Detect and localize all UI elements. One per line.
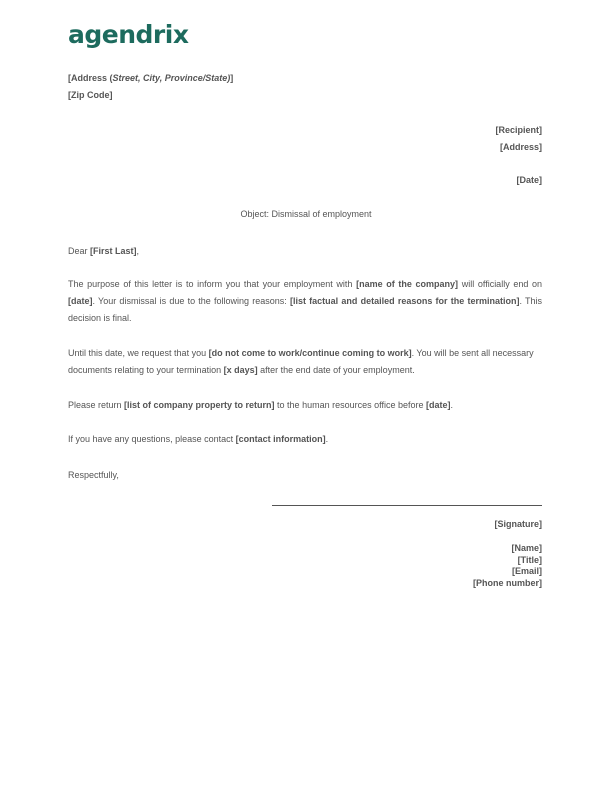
sender-address-block [68,70,233,104]
para4-text-2: . [325,434,329,444]
para1-text-3: . Your dismissal is due to the following reasons: [92,296,290,306]
para2-text-2: . You will be sent all necessary documents relating to your termination [68,348,534,375]
signer-title: [Title] [517,554,542,565]
greeting [68,243,542,260]
signer-phone: [Phone number] [473,577,542,588]
recipient-address: [Address] [499,142,542,152]
signer-email: [Email] [511,566,542,576]
para3-property-list: [list of company property to return] [124,400,275,410]
sender-address-close: ] [230,73,234,83]
letter-object: Object: Dismissal of employment [240,209,372,219]
paragraph-termination-notice [68,276,542,327]
para4-contact-info: [contact information] [235,434,326,444]
para2-text-1: Until this date, we request that you [68,348,209,358]
signer-contact-block [473,543,542,589]
para1-reasons: [list factual and detailed reasons for the termination] [289,296,520,306]
para3-text-1: Please return [68,400,125,410]
para3-text-3: . [450,400,453,410]
signature-placeholder: [Signature] [494,519,542,529]
para1-text-4: . This decision is final. [68,296,542,323]
sender-zip-code: [Zip Code] [68,90,113,100]
para3-date: [date] [425,400,451,410]
sender-address [68,70,233,87]
paragraph-instructions [68,345,542,379]
para1-end-date: [date] [68,296,93,306]
para1-text-2: will officially end on [458,279,543,289]
agendrix-logo: agendrix [68,20,189,49]
recipient-name: [Recipient] [495,125,542,135]
para1-company-name: [name of the company] [356,279,459,289]
paragraph-property-return [68,397,542,414]
para1-text-1: The purpose of this letter is to inform you that your employment with [68,279,357,289]
signature-line [272,505,542,506]
signer-name: [Name] [511,543,542,553]
letter-date: [Date] [516,175,542,185]
para2-work-instruction: [do not come to work/continue coming to work] [208,348,412,358]
para2-text-3: after the end date of your employment. [257,365,415,375]
sender-address-italic: Street, City, Province/State) [112,73,231,83]
greeting-suffix: , [136,246,140,256]
para2-days: [x days] [223,365,258,375]
para3-text-2: to the human resources office before [274,400,426,410]
sender-address-open: [Address ( [68,73,113,83]
para4-text-1: If you have any questions, please contact [68,434,236,444]
closing: Respectfully, [68,470,119,480]
greeting-prefix: Dear [68,246,91,256]
greeting-name: [First Last] [90,246,137,256]
recipient-block [495,122,542,156]
paragraph-contact [68,431,542,448]
